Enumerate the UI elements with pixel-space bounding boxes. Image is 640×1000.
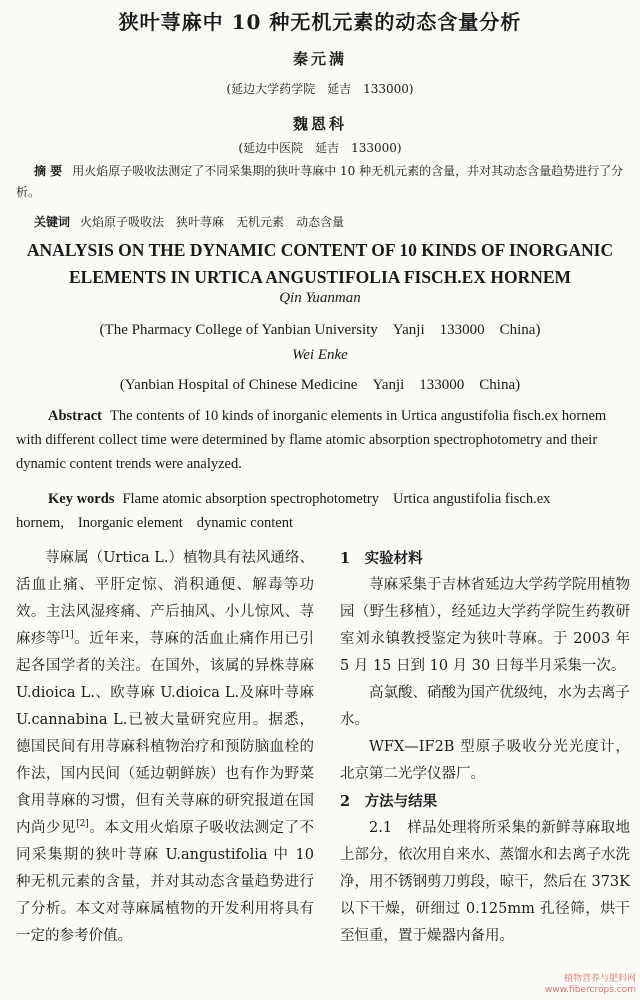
body-right-column (340, 545, 630, 950)
keywords-chinese-label: 关键词 (34, 215, 71, 229)
affiliation-1-chinese: (延边大学药学院 延吉 133000) (226, 82, 414, 96)
watermark-line-2: www.fibercrops.com (545, 985, 636, 995)
author-2-chinese: 魏恩科 (292, 115, 347, 133)
abstract-chinese (16, 161, 626, 203)
affiliation-1-english: (The Pharmacy College of Yanbian University Yanji 133000 China) (99, 322, 541, 338)
section-2-paragraph-1: 2.1 样品处理将所采集的新鲜荨麻取地上部分，依次用自来水、蒸馏水和去离子水洗净，用不锈钢剪刀剪段，晾干，然后在 373K 以下干燥，研细过 0.125mm 孔径筛，烘干至恒重，置于燥器内备用。 (340, 820, 630, 944)
keyword-english: dynamic content (196, 515, 293, 531)
keyword-chinese: 动态含量 (296, 215, 345, 229)
affiliation-2-chinese: (延边中医院 延吉 133000) (238, 141, 402, 155)
watermark-line-1: 植物营养与肥料网 (563, 974, 636, 984)
keywords-english-label: Key words (48, 491, 115, 507)
keyword-english: Urtica angustifolia fisch.ex hornem, (16, 491, 551, 531)
body-left-column (16, 545, 314, 950)
intro-text-2: 。近年来，荨麻的活血止痛作用已引起各国学者的关注。在国外，该属的异株荨麻 U.dioica L.、欧荨麻 U.dioica L.及麻叶荨麻 U.cannabina L.已被大量研究应用。据悉，德国民间有用荨麻科植物治疗和预防脑血栓的作法，国内民间（延边朝鲜族）也有作为野菜食用荨麻的习惯，但有关荨麻的研究报道在国内尚少见 (16, 631, 315, 836)
affiliation-2-english: (Yanbian Hospital of Chinese Medicine Yanji 133000 China) (119, 377, 521, 393)
title-english (0, 237, 640, 291)
section-1-paragraph-1: 荨麻采集于吉林省延边大学药学院用植物园（野生移植），经延边大学药学院生药教研室刘永镇教授鉴定为狭叶荨麻。于 2003 年 5 月 15 日到 10 月 30 日每半月采集一次。 (340, 577, 630, 674)
intro-text-1: 荨麻属（Urtica L.）植物具有祛风通络、活血止痛、平肝定惊、消积通便、解毒等功效。主法风湿疼痛、产后抽风、小儿惊风、荨麻疹等 (16, 550, 314, 647)
section-2-heading: 2 方法与结果 (340, 793, 438, 810)
author-2-english: Wei Enke (292, 347, 348, 363)
abstract-english-label: Abstract (48, 408, 102, 424)
keyword-english: Inorganic element (77, 515, 183, 531)
keyword-chinese: 无机元素 (236, 215, 285, 229)
intro-text-3: 。本文用火焰原子吸收法测定了不同采集期的狭叶荨麻 U.angustifolia 中 10 种无机元素的含量，并对其动态含量趋势进行了分析。本文对荨麻属植物的开发利用将具有一定的参考价值。 (16, 820, 315, 944)
citation-1: [1] (61, 630, 74, 641)
citation-2: [2] (76, 819, 89, 830)
abstract-english-text: The contents of 10 kinds of inorganic elements in Urtica angustifolia fisch.ex hornem with different collect time were determined by flame atomic absorption spectrophotometry and their dynamic content trends were analyzed. (16, 408, 607, 472)
title-english-line-2: ELEMENTS IN URTICA ANGUSTIFOLIA FISCH.EX HORNEM (68, 267, 572, 287)
author-1-chinese: 秦元满 (292, 50, 347, 68)
abstract-chinese-text: 用火焰原子吸收法测定了不同采集期的狭叶荨麻中 10 种无机元素的含量，并对其动态含量趋势进行了分析。 (16, 164, 624, 199)
title-english-line-1: ANALYSIS ON THE DYNAMIC CONTENT OF 10 KINDS OF INORGANIC (26, 240, 614, 260)
section-1-paragraph-2: 高氯酸、硝酸为国产优级纯，水为去离子水。 (340, 685, 630, 728)
title-chinese: 狭叶荨麻中 10 种无机元素的动态含量分析 (118, 10, 522, 34)
keywords-english (16, 487, 631, 535)
keyword-chinese: 火焰原子吸收法 (80, 215, 165, 229)
section-1-paragraph-3: WFX—IF2B 型原子吸收分光光度计，北京第二光学仪器厂。 (340, 739, 630, 782)
abstract-chinese-label: 摘 要 (34, 164, 63, 178)
keyword-chinese: 狭叶荨麻 (176, 215, 225, 229)
site-watermark (545, 974, 636, 996)
keyword-english: Flame atomic absorption spectrophotometry (122, 491, 379, 507)
abstract-english (16, 404, 628, 476)
keywords-chinese (34, 213, 634, 230)
section-1-heading: 1 实验材料 (340, 550, 423, 567)
introduction-paragraph (16, 545, 314, 950)
author-1-english: Qin Yuanman (279, 290, 361, 306)
